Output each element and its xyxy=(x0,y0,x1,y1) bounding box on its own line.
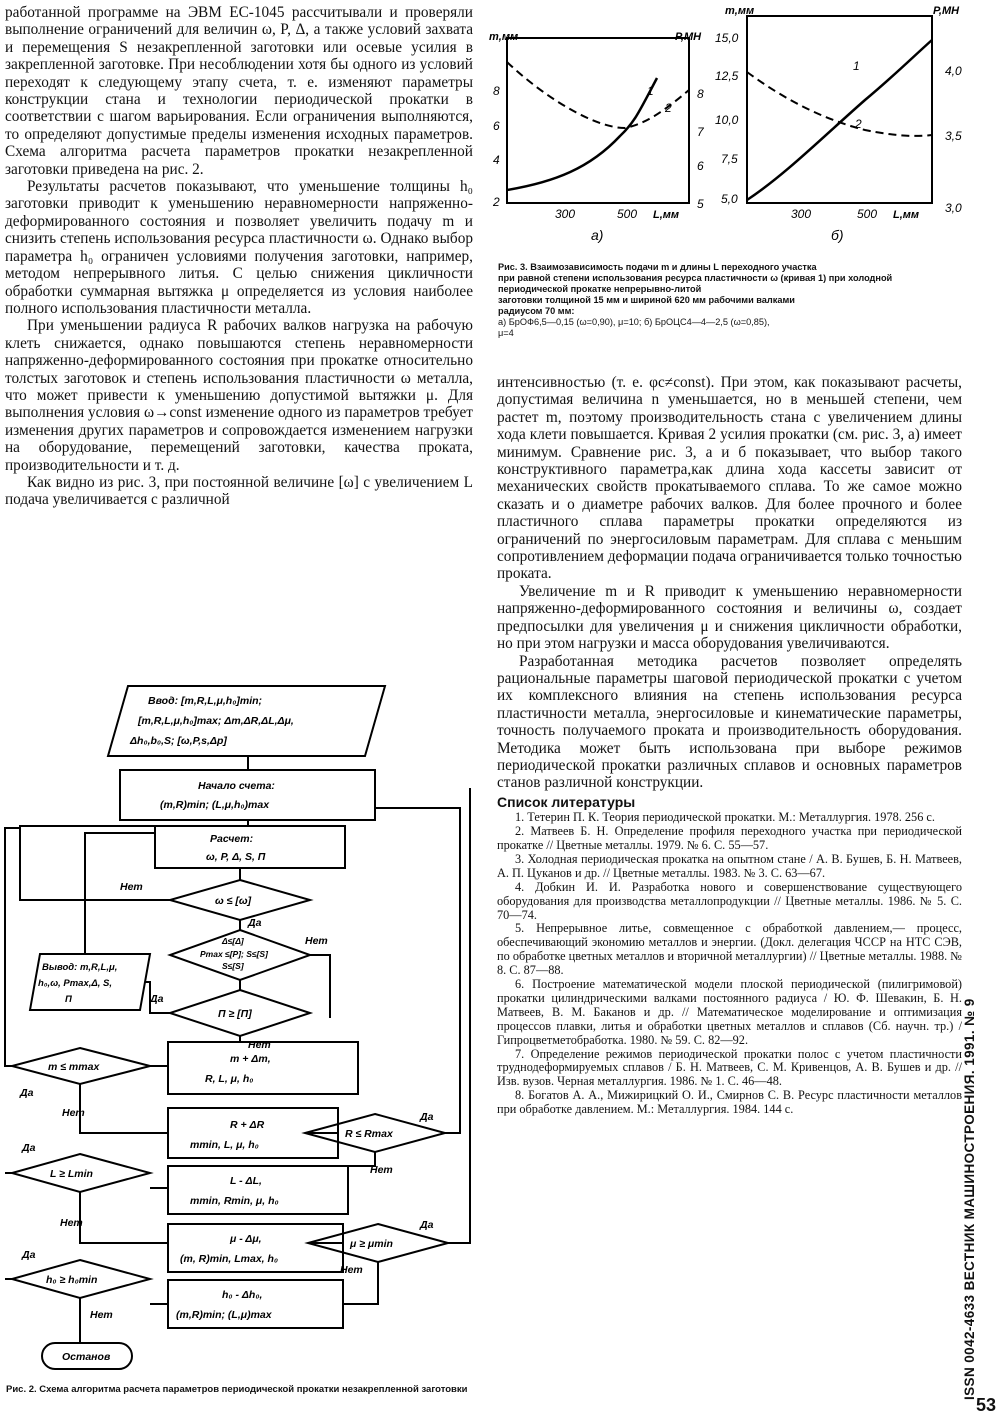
tick: 500 xyxy=(617,207,638,221)
flow-text: L - ΔL, xyxy=(230,1175,262,1187)
flow-text: Вывод: m,R,L,μ, xyxy=(42,962,118,973)
tick: 8 xyxy=(697,87,704,101)
graph-b-label: б) xyxy=(831,227,844,243)
graph-a xyxy=(489,31,705,243)
journal-side-text: ISSN 0042-4633 ВЕСТНИК МАШИНОСТРОЕНИЯ. 1991. № 9 xyxy=(962,998,977,1400)
flow-text: R, L, μ, h₀ xyxy=(205,1073,254,1085)
reference-item: 8. Богатов А. А., Мижирицкий О. И., Смирнов С. В. Ресурс пластичности металлов при обработке давлением. М.: Металлургия. 1984. 144 с. xyxy=(497,1088,962,1117)
flow-text: Ввод: [m,R,L,μ,h₀]min; xyxy=(148,695,263,707)
figure-3-graphs xyxy=(485,0,990,255)
flow-text: h₀,ω, Pmax,Δ, S, xyxy=(38,978,113,989)
tick: 5,0 xyxy=(721,192,738,206)
curve-label: 1 xyxy=(647,84,654,98)
flow-label-yes: Да xyxy=(420,1219,434,1231)
references-title: Список литературы xyxy=(497,793,636,810)
flow-label-yes: Да xyxy=(20,1087,34,1099)
flow-text: Pmax ≤[P]; S≤[S] xyxy=(200,949,268,959)
flow-text: (m,R)min; (L,μ)max xyxy=(176,1309,272,1321)
start-block xyxy=(120,770,375,820)
flow-label-no: Нет xyxy=(62,1107,85,1119)
flow-label-no: Нет xyxy=(120,881,143,893)
flow-text: R ≤ Rmax xyxy=(345,1128,393,1140)
flow-text: ω ≤ [ω] xyxy=(215,895,252,907)
reference-item: 3. Холодная периодическая прокатка на опытном стане / А. В. Бушев, Б. Н. Матвеев, А. П. Цуканов и др. // Цветные металлы. 1983. № 3. С. 63—67. xyxy=(497,851,962,880)
reference-item: 1. Тетерин П. К. Теория периодической прокатки. М.: Металлургия. 1978. 256 с. xyxy=(515,810,935,825)
flow-label-yes: Да xyxy=(248,917,262,929)
flow-text: [m,R,L,μ,h₀]max; Δm,ΔR,ΔL,Δμ, xyxy=(138,715,294,727)
figure-3-caption xyxy=(498,262,963,339)
curve-label: 2 xyxy=(665,101,672,115)
graph-b xyxy=(715,5,962,243)
tick: 12,5 xyxy=(715,69,739,83)
caption-line: при равной степени использования ресурса пластичности ω (кривая 1) при холодной периодической прокатке непрерывно-литой xyxy=(498,273,893,294)
paragraph: При уменьшении радиуса R рабочих валков нагрузка на рабочую клеть снижается, однако повышаются степень неравномерности напряженно-деформированного состояния при прокатке относительно толстых заготовок и степень использования пластичности ω металла, что может привести к уменьшению допустимой вытяжки μ. Для выполнения условия ω→const изменение одного из параметров требует изменения других параметров и сопровождается изменением нагрузки на оборудование, перемещений заготовки, качества проката, производительности и т. д. xyxy=(5,317,473,474)
tick: 6 xyxy=(697,159,704,173)
tick: 500 xyxy=(857,207,878,221)
paragraph: интенсивностью (т. е. φc≠const). При этом, как показывают расчеты, допустимая величина n уменьшается, но в меньшей степени, чем растет m, поэтому производительность стана с увеличением длины хода клети повышается. Кривая 2 усилия прокатки (см. рис. 3, а) имеет минимум. Сравнение рис. 3, а и б показывает, что выбор такого конструктивного параметра,как длина хода кассеты зависит от механических свойств прокатываемого сплава. То же самое можно сказать и о диаметре рабочих валков. Для более прочного и более пластичного сплава параметры прокатки определяются из ограничений по энергосиловым параметрам. Для сплава с меньшим сопротивлением деформации подача ограничивается только точностью проката. xyxy=(497,374,962,583)
graph-a-label: а) xyxy=(591,227,604,243)
tick: 2 xyxy=(493,195,500,209)
tick: 300 xyxy=(791,207,812,221)
flow-label-no: Нет xyxy=(340,1264,363,1276)
paragraph: Разработанная методика расчетов позволяет определять рациональные параметры шаговой периодической прокатки с учетом их комплексного влияния на степень использования ресурса пластичности металла, энергосиловые и кинематические параметры, точность получаемого проката и производительность оборудования. Методика может быть использована при выборе режимов периодической прокатки различных сплавов и основных параметров станов различной конструкции. xyxy=(497,652,962,792)
caption-line: Рис. 3. Взаимозависимость подачи m и длины L переходного участка xyxy=(498,262,817,272)
flow-text: L ≥ Lmin xyxy=(50,1168,93,1180)
flow-label-yes: Да xyxy=(22,1142,36,1154)
caption-line: μ=4 xyxy=(498,328,514,338)
reference-item: 5. Непрерывное литье, совмещенное с обработкой давлением,— процесс, обеспечивающий экономию металлов и энергии. (Докл. делегация ЧССР на НТС СЭВ, по обработке цветных металлов и вторичной металлургии) // Цветные металлы. 1988. № 8. С. 87—88. xyxy=(497,921,962,978)
flow-text: (m,R)min; (L,μ,h₀)max xyxy=(160,799,270,811)
left-column-text xyxy=(5,4,473,509)
curve-label: 1 xyxy=(853,59,860,73)
tick: 300 xyxy=(555,207,576,221)
flow-label-no: Нет xyxy=(370,1164,393,1176)
flow-text: Δh₀,b₀,S; [ω,P,s,Δp] xyxy=(130,735,227,747)
graph-b-y-right-label: P,МН xyxy=(933,5,960,17)
flow-label-no: Нет xyxy=(305,935,328,947)
tick: 3,5 xyxy=(945,129,962,143)
flow-text: h₀ ≥ h₀min xyxy=(46,1274,98,1286)
flow-text: S≤[S] xyxy=(222,961,244,971)
tick: 15,0 xyxy=(715,31,739,45)
reference-item: 4. Добкин И. И. Разработка нового и совершенствование существующего оборудования для производства металлопродукции // Цветные металлы. 1986. № 5. С. 70—74. xyxy=(497,879,962,922)
flow-text: П xyxy=(65,994,72,1005)
graph-a-x-label: L,мм xyxy=(653,209,680,221)
flow-text: Останов xyxy=(62,1351,111,1363)
flow-text: R + ΔR xyxy=(230,1119,265,1131)
graph-a-y-right-label: P,МН xyxy=(675,31,702,43)
flow-label-yes: Да xyxy=(150,993,164,1005)
caption-line: радиусом 70 мм: xyxy=(498,306,575,316)
page-number: 53 xyxy=(975,1395,996,1415)
tick: 4,0 xyxy=(945,64,962,78)
right-column-text xyxy=(497,374,962,1117)
flow-text: m + Δm, xyxy=(230,1053,271,1065)
flow-text: mmin, L, μ, h₀ xyxy=(190,1139,259,1151)
figure-2-flowchart xyxy=(0,668,485,1383)
flow-label-no: Нет xyxy=(248,1039,271,1051)
graph-b-x-label: L,мм xyxy=(893,209,920,221)
flow-label-yes: Да xyxy=(420,1111,434,1123)
caption-line: заготовки толщиной 15 мм и шириной 620 мм рабочими валками xyxy=(498,295,795,305)
flow-text: Начало счета: xyxy=(198,780,275,792)
flow-label-yes: Да xyxy=(22,1249,36,1261)
tick: 5 xyxy=(697,197,704,211)
flow-text: П ≥ [П] xyxy=(218,1008,252,1020)
paragraph: Результаты расчетов показывают, что уменьшение толщины h₀ заготовки приводит к уменьшению неравномерности напряженно-деформированного состояния и позволяет увеличить подачу m и снизить степень использования ресурса пластичности ω. Однако выбор параметра h₀ ограничен условиями получения заготовки, например, методом непрерывного литья. С целью снижения цикличности обработки суммарная вытяжка μ определяется из условия наиболее полного использования пластичности металла. xyxy=(5,178,473,317)
flow-text: mmin, Rmin, μ, h₀ xyxy=(190,1195,279,1207)
curve-label: 2 xyxy=(855,117,862,131)
flow-label-no: Нет xyxy=(60,1217,83,1229)
graph-a-y-left-label: m,мм xyxy=(489,31,519,43)
reference-item: 2. Матвеев Б. Н. Определение профиля переходного участка при периодической прокатке // Цветные металлы. 1979. № 6. С. 55—57. xyxy=(497,824,962,852)
flow-label-no: Нет xyxy=(90,1309,113,1321)
flow-text: ω, P, Δ, S, П xyxy=(206,851,266,863)
tick: 7,5 xyxy=(721,152,738,166)
graph-b-y-left-label: m,мм xyxy=(725,5,755,17)
reference-item: 6. Построение математической модели плоской периодической (пилигримовой) прокатки цилиндрическими валками постоянного радиуса / Ю. Ф. Шевакин, Б. Н. Матвеев, В. М. Баканов и др. // Математическое моделирование и оптимизация процессов плавки, литья и обработки цветных металлов и сплавов (Сб. научн. тр.) / Гипроцветметобработка. 1980. № 59. С. 82—92. xyxy=(497,977,962,1047)
tick: 10,0 xyxy=(715,113,739,127)
tick: 7 xyxy=(697,125,704,139)
flow-text: μ - Δμ, xyxy=(230,1233,262,1245)
references-list xyxy=(497,811,962,1117)
flow-text: μ ≥ μmin xyxy=(350,1238,393,1250)
tick: 4 xyxy=(493,153,500,167)
flow-text: Расчет: xyxy=(210,833,254,845)
paragraph: Увеличение m и R приводит к уменьшению неравномерности напряженно-деформированного состояния и величины ω, создает предпосылки для увеличения μ и снижения цикличности обработки, но при этом нагрузки и масса оборудования увеличиваются. xyxy=(497,582,962,653)
caption-line: а) БрОФ6,5—0,15 (ω=0,90), μ=10; б) БрОЦС4—4—2,5 (ω=0,85), xyxy=(498,317,770,327)
figure-2-caption: Рис. 2. Схема алгоритма расчета параметров периодической прокатки незакрепленной заготовки xyxy=(6,1384,468,1395)
paragraph: Как видно из рис. 3, при постоянной величине [ω] с увеличением L подача увеличивается с различной xyxy=(5,473,473,509)
flow-text: h₀ - Δh₀, xyxy=(222,1289,263,1301)
flow-text: m ≤ mmax xyxy=(48,1061,100,1073)
flow-text: (m, R)min, Lmax, h₀ xyxy=(180,1253,279,1265)
tick: 3,0 xyxy=(945,201,962,215)
reference-item: 7. Определение режимов периодической прокатки полос с учетом пластичности труднодеформируемых сплавов / Б. Н. Матвеев, С. М. Кривенцов, А. В. Бушев и др. // Изв. вузов. Черная металлургия. 1986. № 1. С. 46—48. xyxy=(497,1046,962,1089)
curve-2 xyxy=(747,72,932,136)
flow-text: Δ≤[Δ] xyxy=(222,936,244,946)
tick: 6 xyxy=(493,119,500,133)
curve-2 xyxy=(507,62,689,128)
curve-1 xyxy=(507,78,657,190)
paragraph: работанной программе на ЭВМ ЕС-1045 рассчитывали и проверяли выполнение ограничений для величин ω, P, Δ, а также условий захвата и перемещения S незакрепленной заготовки или осевые усилия в закрепленной заготовке. При несоблюдении хотя бы одного из условий переходят к следующему этапу счета, т. е. изменяют параметры конструкции стана и технологии периодической прокатки в соответствии с шагом варьирования. Если ограничения выполняются, то определяют допустимые пределы изменения исходных параметров. Схема алгоритма расчета параметров прокатки незакрепленной заготовки приведена на рис. 2. xyxy=(5,4,473,178)
curve-1 xyxy=(747,40,932,200)
tick: 8 xyxy=(493,84,500,98)
